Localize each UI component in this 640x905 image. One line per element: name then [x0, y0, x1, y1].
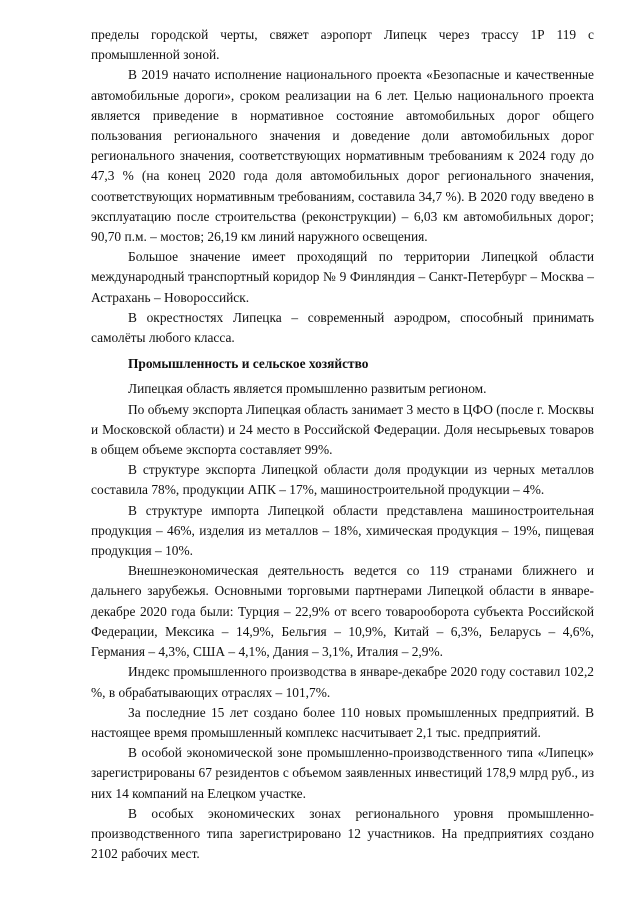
paragraph-national-project: В 2019 начато исполнение национального проекта «Безопасные и качественные автомобильные дороги», сроком реализации на 6 лет. Целью национального проекта является приведение в нормативное состояние автомобильных дорог общего пользования регионального значения и доведение доли автомобильных дорог регионального значения, соответствующих нормативным требованиям к 2024 году до 47,3 % (на конец 2020 года доля автомобильных дорог регионального значения, соответствующих нормативным требованиям, составила 34,7 %). В 2020 году введено в эксплуатацию после строительства (реконструкции) – 6,03 км автомобильных дорог; 90,70 п.м. – мостов; 26,19 км линий наружного освещения. — [91, 67, 594, 245]
paragraph-airport-road: пределы городской черты, свяжет аэропорт Липецк через трассу 1Р 119 с промышленной зоной. — [91, 27, 594, 63]
paragraph-regional-sez: В особых экономических зонах регионального уровня промышленно-производственного типа зарегистрировано 12 участников. На предприятиях создано 2102 рабочих мест. — [91, 805, 594, 862]
document-page — [91, 25, 594, 864]
paragraph-aerodrome: В окрестностях Липецка – современный аэродром, способный принимать самолёты любого класса. — [91, 309, 594, 346]
paragraph-transport-corridor: Большое значение имеет проходящий по территории Липецкой области международный транспортный коридор № 9 Финляндия – Санкт-Петербург – Москва – Астрахань – Новороссийск. — [91, 249, 594, 305]
paragraph-export-structure: В структуре экспорта Липецкой области доля продукции из черных металлов составила 78%, продукции АПК – 17%, машиностроительной продукции – 4%. — [91, 462, 594, 498]
section-heading: Промышленность и сельское хозяйство — [128, 356, 369, 372]
paragraph-industrial-region: Липецкая область является промышленно развитым регионом. — [128, 381, 487, 397]
paragraph-trade-partners: Внешнеэкономическая деятельность ведется со 119 странами ближнего и дальнего зарубежья. Основными торговыми партнерами Липецкой области в январе-декабре 2020 года были: Турция – 22,9% от всего товарооборота субъекта Российской Федерации, Мексика – 14,9%, Бельгия – 10,9%, Китай – 6,3%, Беларусь – 4,6%, Германия – 4,3%, США – 4,1%, Дания – 3,1%, Италия – 2,9%. — [91, 563, 594, 660]
paragraph-production-index: Индекс промышленного производства в январе-декабре 2020 году составил 102,2 %, в обрабатывающих отраслях – 101,7%. — [91, 664, 594, 700]
paragraph-import-structure: В структуре импорта Липецкой области представлена машиностроительная продукция – 46%, изделия из металлов – 18%, химическая продукция – 19%, пищевая продукция – 10%. — [91, 502, 594, 559]
paragraph-export-rank: По объему экспорта Липецкая область занимает 3 место в ЦФО (после г. Москвы и Московской области) и 24 место в Российской Федерации. Доля несырьевых товаров в общем объеме экспорта составляет 99%. — [91, 401, 594, 458]
paragraph-new-enterprises: За последние 15 лет создано более 110 новых промышленных предприятий. В настоящее время промышленный комплекс насчитывает 2,1 тыс. предприятий. — [91, 704, 594, 740]
paragraph-sez-lipetsk: В особой экономической зоне промышленно-производственного типа «Липецк» зарегистрированы 67 резидентов с объемом заявленных инвестиций 178,9 млрд руб., из них 14 компаний на Елецком участке. — [91, 745, 594, 801]
